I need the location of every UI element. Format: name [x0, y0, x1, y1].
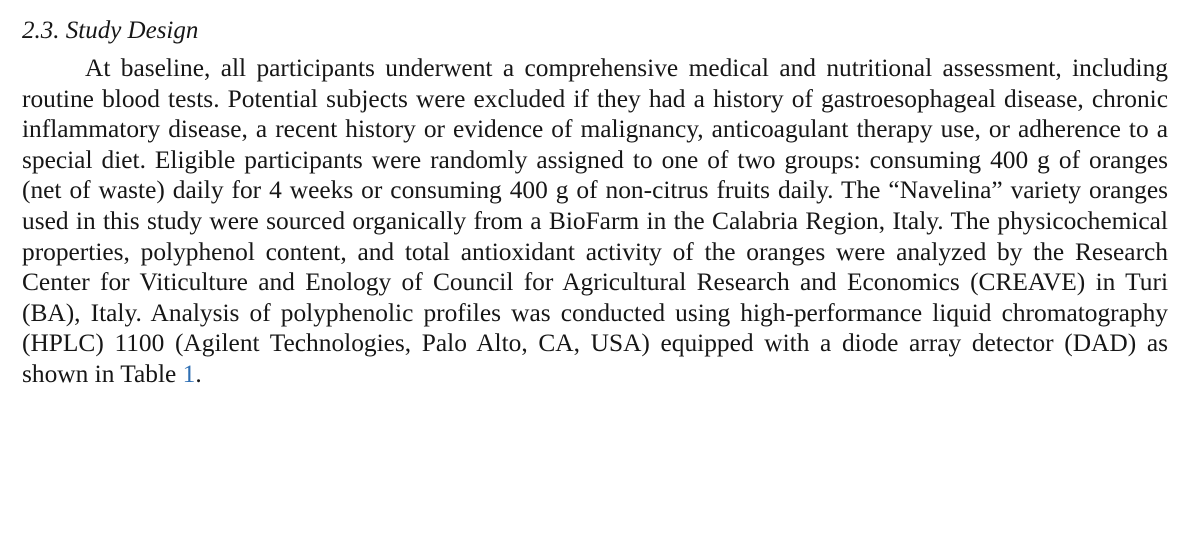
table-reference-link[interactable]: 1 [182, 359, 196, 388]
paper-page [22, 14, 1168, 390]
body-paragraph [22, 53, 1168, 390]
section-number: 2.3. [22, 17, 60, 44]
paragraph-end: . [195, 359, 202, 388]
paragraph-text: At baseline, all participants underwent a comprehensive medical and nutritional assessment, including routine blood tests. Potential subjects were excluded if they had a history of gastroesophageal disease, chronic inflammatory disease, a recent history or evidence of malignancy, anticoagulant therapy use, or adherence to a special diet. Eligible participants were randomly assigned to one of two groups: consuming 400 g of oranges (net of waste) daily for 4 weeks or consuming 400 g of non-citrus fruits daily. The “Navelina” variety oranges used in this study were sourced organically from a BioFarm in the Calabria Region, Italy. The physicochemical properties, polyphenol content, and total antioxidant activity of the oranges were analyzed by the Research Center for Viticulture and Enology of Council for Agricultural Research and Economics (CREAVE) in Turi (BA), Italy. Analysis of polyphenolic profiles was conducted using high-performance liquid chromatography (HPLC) 1100 (Agilent Technologies, Palo Alto, CA, USA) equipped with a diode array detector (DAD) as shown in Table [22, 54, 1168, 388]
section-title: Study Design [65, 17, 199, 44]
section-heading [22, 14, 1168, 48]
